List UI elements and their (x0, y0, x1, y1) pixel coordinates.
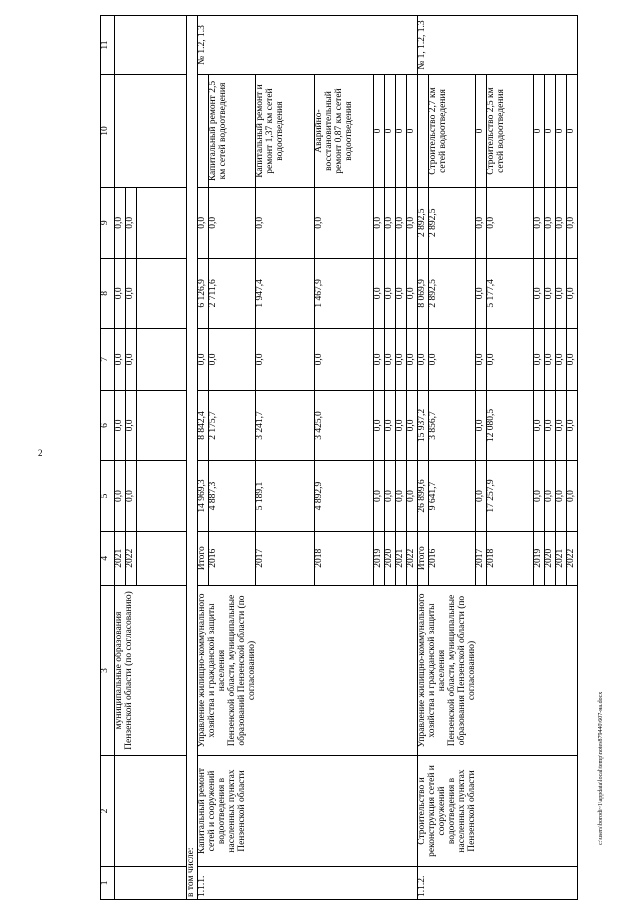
result-cell: 0 (555, 75, 566, 188)
value-cell: 0,0 (406, 390, 417, 461)
year-cell: 2022 (566, 531, 577, 585)
executor-line: Пензенской области, муниципальные образования Пензенской области (по согласованию) (446, 594, 477, 747)
value-cell: 26 899,6 (417, 461, 428, 532)
value-cell: 0,0 (406, 258, 417, 329)
year-cell: 2021 (395, 531, 406, 585)
value-cell: 0,0 (566, 258, 577, 329)
value-cell: 0,0 (544, 258, 555, 329)
value-cell: 0,0 (197, 329, 208, 391)
value-cell: 0,0 (373, 390, 384, 461)
value-cell: 0,0 (395, 329, 406, 391)
result-cell: Строительство 2,7 км сетей водоотведения (428, 75, 475, 188)
executor-cell (417, 585, 577, 756)
result-cell: Строительство 2,5 км сетей водоотведения (486, 75, 533, 188)
result-cell: Аварийно-восстановительный ремонт 0,87 км сетей водоотведения (314, 75, 373, 188)
value-cell: 0,0 (373, 258, 384, 329)
value-cell: 0,0 (566, 329, 577, 391)
year-cell: 2019 (373, 531, 384, 585)
result-cell (417, 75, 428, 188)
year-cell: 2021 (115, 531, 126, 585)
header-cell: 1 (101, 866, 115, 899)
value-cell: 3 241,7 (255, 390, 314, 461)
value-cell: 0,0 (395, 390, 406, 461)
value-cell: 0,0 (384, 461, 395, 532)
header-cell: 8 (101, 258, 115, 329)
value-cell: 0,0 (566, 461, 577, 532)
value-cell: 5 177,4 (486, 258, 533, 329)
value-cell: 0,0 (475, 187, 486, 258)
value-cell: 0,0 (314, 329, 373, 391)
result-cell (197, 75, 208, 188)
result-cell: Капитальный ремонт 2,5 км сетей водоотведения (208, 75, 255, 188)
value-cell: 0,0 (486, 187, 533, 258)
header-cell: 4 (101, 531, 115, 585)
value-cell: 0,0 (208, 187, 255, 258)
header-cell: 11 (101, 16, 115, 75)
value-cell: 0,0 (486, 329, 533, 391)
value-cell: 0,0 (555, 461, 566, 532)
value-cell: 0,0 (555, 187, 566, 258)
value-cell: 15 937,2 (417, 390, 428, 461)
result-cell: 0 (544, 75, 555, 188)
value-cell: 0,0 (475, 390, 486, 461)
value-cell: 1 947,4 (255, 258, 314, 329)
value-cell: 0,0 (544, 187, 555, 258)
value-cell: 0,0 (255, 187, 314, 258)
value-cell: 12 080,5 (486, 390, 533, 461)
year-cell: 2022 (406, 531, 417, 585)
value-cell: 8 069,9 (417, 258, 428, 329)
program-table (100, 15, 578, 900)
result-cell: 0 (395, 75, 406, 188)
header-cell: 2 (101, 756, 115, 866)
value-cell: 0,0 (384, 187, 395, 258)
table-row (115, 16, 126, 900)
value-cell: 2 892,5 (417, 187, 428, 258)
header-cell: 10 (101, 75, 115, 188)
year-cell: Итого (197, 531, 208, 585)
executor-line: Управление жилищно-коммунального хозяйства и гражданской защиты населения (196, 593, 227, 748)
result-cell: Капитальный ремонт и ремонт 1,37 км сетей водоотведения (255, 75, 314, 188)
value-cell: 0,0 (475, 461, 486, 532)
value-cell: 0,0 (125, 258, 136, 329)
value-cell: 0,0 (384, 390, 395, 461)
year-cell: 2019 (533, 531, 544, 585)
result-cell: 0 (373, 75, 384, 188)
year-cell: 2021 (555, 531, 566, 585)
value-cell: 2 892,5 (428, 187, 475, 258)
value-cell: 0,0 (125, 187, 136, 258)
executor-line: Пензенской области, муниципальные образований Пензенской области (по согласованию) (226, 594, 257, 747)
header-cell: 7 (101, 329, 115, 391)
item-name: Капитальный ремонт сетей и сооружений водоотведения в населенных пунктах Пензенской области (197, 756, 417, 866)
value-cell: 0,0 (544, 461, 555, 532)
value-cell: 0,0 (125, 390, 136, 461)
value-cell: 2 175,7 (208, 390, 255, 461)
header-cell: 5 (101, 461, 115, 532)
value-cell: 0,0 (533, 258, 544, 329)
value-cell: 0,0 (373, 329, 384, 391)
file-path: c:\users\borodi~1\appdata\local\temp\notes879440\607-на.docx (598, 691, 604, 845)
value-cell: 14 969,3 (197, 461, 208, 532)
item-number: 1.1.1. (197, 866, 417, 899)
value-cell: 0,0 (544, 329, 555, 391)
value-cell: 0,0 (125, 461, 136, 532)
result-cell: 0 (533, 75, 544, 188)
year-cell: Итого (417, 531, 428, 585)
value-cell: 0,0 (395, 461, 406, 532)
item-name: Строительство и реконструкция сетей и сооружений водоотведения в населенных пунктах Пензенской области (417, 756, 577, 866)
value-cell: 0,0 (555, 258, 566, 329)
value-cell: 0,0 (255, 329, 314, 391)
section-row (186, 16, 197, 900)
year-cell: 2020 (544, 531, 555, 585)
value-cell: 0,0 (566, 187, 577, 258)
year-cell: 2016 (208, 531, 255, 585)
value-cell: 4 887,3 (208, 461, 255, 532)
value-cell: 0,0 (533, 187, 544, 258)
header-cell: 6 (101, 390, 115, 461)
value-cell: 0,0 (428, 329, 475, 391)
result-cell: 0 (566, 75, 577, 188)
value-cell: 2 892,5 (428, 258, 475, 329)
value-cell: 0,0 (406, 329, 417, 391)
value-cell: 0,0 (115, 329, 126, 391)
value-cell: 0,0 (544, 390, 555, 461)
value-cell: 4 892,9 (314, 461, 373, 532)
value-cell: 0,0 (533, 461, 544, 532)
value-cell: 0,0 (384, 329, 395, 391)
value-cell: 0,0 (475, 329, 486, 391)
rotated-page (100, 15, 620, 900)
table-row (417, 16, 428, 900)
value-cell: 0,0 (314, 187, 373, 258)
year-cell: 2020 (384, 531, 395, 585)
value-cell: 0,0 (417, 329, 428, 391)
executor-line: Управление жилищно-коммунального хозяйства и гражданской защиты населения (416, 593, 447, 748)
value-cell: 0,0 (555, 329, 566, 391)
value-cell: 2 711,6 (208, 258, 255, 329)
value-cell: 1 467,9 (314, 258, 373, 329)
year-cell: 2022 (125, 531, 136, 585)
indicator-ref: № 1.2, 1.3 (197, 16, 417, 75)
header-row (101, 16, 115, 900)
value-cell: 17 257,9 (486, 461, 533, 532)
result-cell: 0 (384, 75, 395, 188)
value-cell: 0,0 (115, 461, 126, 532)
value-cell: 6 126,9 (197, 258, 208, 329)
year-cell: 2017 (475, 531, 486, 585)
value-cell: 0,0 (533, 390, 544, 461)
value-cell: 0,0 (208, 329, 255, 391)
value-cell: 0,0 (125, 329, 136, 391)
table-row (197, 16, 208, 900)
value-cell: 0,0 (373, 187, 384, 258)
value-cell: 8 842,4 (197, 390, 208, 461)
header-cell: 3 (101, 585, 115, 756)
year-cell: 2016 (428, 531, 475, 585)
year-cell: 2018 (486, 531, 533, 585)
value-cell: 3 425,0 (314, 390, 373, 461)
value-cell: 0,0 (406, 461, 417, 532)
year-cell: 2018 (314, 531, 373, 585)
executor-cell (197, 585, 417, 756)
indicator-ref: № 1, 1.2, 1.3 (417, 16, 577, 75)
result-cell: 0 (475, 75, 486, 188)
value-cell: 0,0 (395, 258, 406, 329)
value-cell: 0,0 (533, 329, 544, 391)
table-body (115, 16, 578, 900)
value-cell: 3 856,7 (428, 390, 475, 461)
value-cell: 0,0 (115, 258, 126, 329)
value-cell: 0,0 (566, 390, 577, 461)
value-cell: 0,0 (406, 187, 417, 258)
value-cell: 0,0 (555, 390, 566, 461)
item-number: 1.1.2. (417, 866, 577, 899)
year-cell: 2017 (255, 531, 314, 585)
value-cell: 5 189,1 (255, 461, 314, 532)
executor-cell: муниципальные образования Пензенской области (по согласованию) (115, 585, 187, 756)
value-cell: 0,0 (384, 258, 395, 329)
result-cell: 0 (406, 75, 417, 188)
header-cell: 9 (101, 187, 115, 258)
section-label: в том числе: (186, 16, 197, 900)
value-cell: 0,0 (115, 187, 126, 258)
value-cell: 0,0 (395, 187, 406, 258)
value-cell: 0,0 (475, 258, 486, 329)
value-cell: 0,0 (373, 461, 384, 532)
page-number: 2 (38, 448, 43, 458)
value-cell: 0,0 (115, 390, 126, 461)
value-cell: 9 641,7 (428, 461, 475, 532)
value-cell: 0,0 (197, 187, 208, 258)
